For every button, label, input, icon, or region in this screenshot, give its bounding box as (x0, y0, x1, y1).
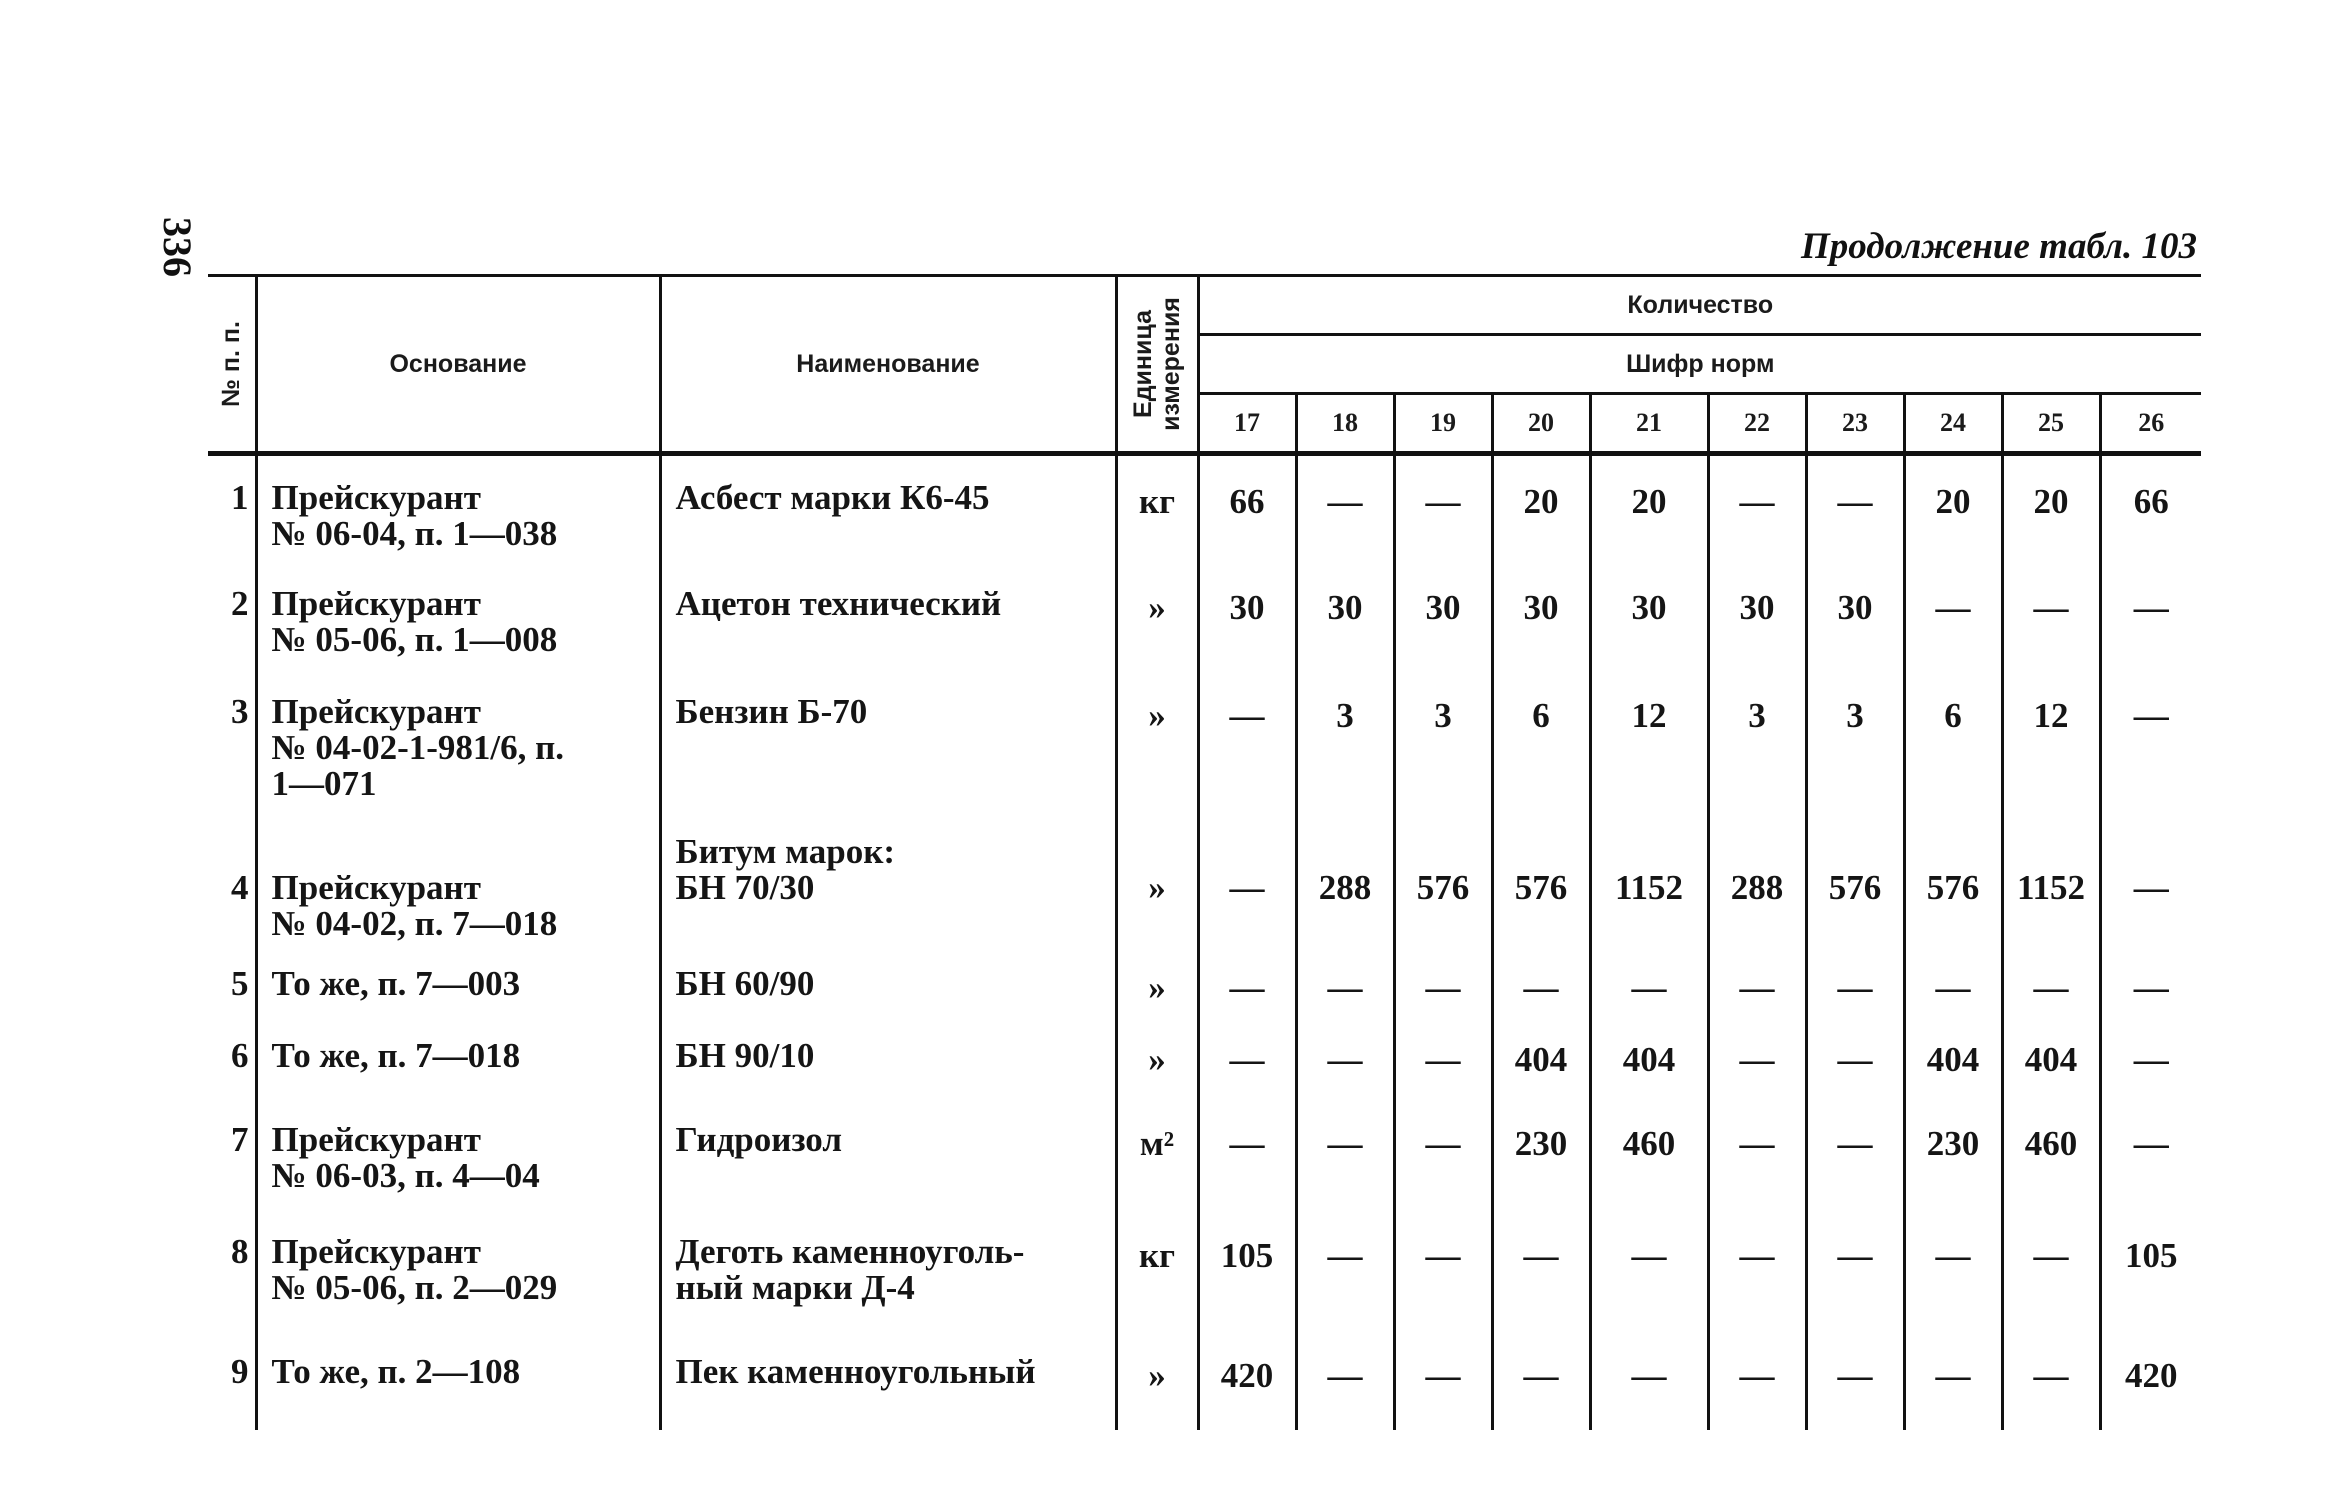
table-row (208, 1210, 2201, 1330)
norm-code-26: 26 (2138, 408, 2165, 437)
row-number: 8 (208, 1210, 256, 1330)
quantity-cell-20: — (1492, 942, 1590, 1014)
quantity-cell-23: — (1806, 1098, 1904, 1210)
table-row (208, 562, 2201, 670)
quantity-cell-21: — (1590, 1330, 1708, 1430)
quantity-cell-24: 6 (1904, 670, 2002, 810)
row-basis: Прейскурант № 06-03, п. 4—04 (256, 1098, 660, 1210)
row-unit: » (1116, 562, 1198, 670)
row-basis: То же, п. 7—003 (256, 942, 660, 1014)
quantity-cell-23: — (1806, 454, 1904, 562)
quantity-cell-26: — (2133, 587, 2169, 627)
norm-code-18: 18 (1296, 394, 1394, 454)
quantity-cell-22: — (1708, 1330, 1806, 1430)
table-row (208, 670, 2201, 810)
row-basis: Прейскурант № 04-02-1-981/6, п. 1—071 (256, 670, 660, 810)
row-unit: кг (1116, 454, 1198, 562)
quantity-cell-19: — (1394, 1098, 1492, 1210)
quantity-cell-20: — (1492, 1330, 1590, 1430)
row-name: Пек каменноугольный (660, 1330, 1116, 1430)
quantity-cell-24: — (1904, 1210, 2002, 1330)
quantity-cell-18: — (1296, 942, 1394, 1014)
row-number: 1 (208, 454, 256, 562)
row-number: 9 (208, 1330, 256, 1430)
quantity-cell-25: — (2002, 1330, 2100, 1430)
quantity-cell-23: — (1806, 1330, 1904, 1430)
norm-code-23: 23 (1806, 394, 1904, 454)
table-row (208, 454, 2201, 562)
table-row (208, 1098, 2201, 1210)
quantity-cell-23: — (1806, 1014, 1904, 1098)
row-number: 5 (208, 942, 256, 1014)
quantity-cell-17: 30 (1198, 562, 1296, 670)
row-name: БН 90/10 (660, 1014, 1116, 1098)
quantity-cell-17: 420 (1198, 1330, 1296, 1430)
quantity-cell-25: 1152 (2002, 810, 2100, 942)
header-quantity: Количество (1198, 276, 2201, 335)
quantity-cell-26: — (2133, 967, 2169, 1007)
quantity-cell-18: — (1296, 454, 1394, 562)
quantity-cell-20: 20 (1492, 454, 1590, 562)
quantity-cell-25: — (2002, 942, 2100, 1014)
row-number: 2 (208, 562, 256, 670)
header-basis: Основание (256, 276, 660, 454)
row-unit: » (1116, 670, 1198, 810)
table-body (208, 454, 2201, 1430)
quantity-cell-22: 288 (1708, 810, 1806, 942)
quantity-cell-21: 460 (1590, 1098, 1708, 1210)
quantity-cell-24: 404 (1904, 1014, 2002, 1098)
quantity-cell-18: 288 (1296, 810, 1394, 942)
quantity-cell-26: 66 (2133, 482, 2169, 521)
row-unit: » (1116, 1014, 1198, 1098)
quantity-cell-19: 3 (1394, 670, 1492, 810)
quantity-cell-21: 1152 (1590, 810, 1708, 942)
quantity-cell-18: — (1296, 1098, 1394, 1210)
quantity-cell-26: — (2133, 695, 2169, 735)
norm-code-24: 24 (1904, 394, 2002, 454)
quantity-cell-23: — (1806, 942, 1904, 1014)
quantity-cell-18: — (1296, 1014, 1394, 1098)
row-name: Ацетон технический (660, 562, 1116, 670)
header-unit (1116, 276, 1198, 454)
quantity-cell-17: — (1198, 810, 1296, 942)
row-name: БН 60/90 (660, 942, 1116, 1014)
quantity-cell-21: 12 (1590, 670, 1708, 810)
quantity-cell-17: 105 (1198, 1210, 1296, 1330)
header-row-number-text: № п. п. (217, 321, 246, 407)
quantity-cell-19: — (1394, 454, 1492, 562)
quantity-cell-23: — (1806, 1210, 1904, 1330)
row-name: Битум марок: БН 70/30 (660, 810, 1116, 942)
quantity-cell-19: — (1394, 1330, 1492, 1430)
row-number: 7 (208, 1098, 256, 1210)
quantity-cell-19: — (1394, 942, 1492, 1014)
row-number: 3 (208, 670, 256, 810)
quantity-cell-23: 576 (1806, 810, 1904, 942)
quantity-cell-25: 404 (2002, 1014, 2100, 1098)
quantity-cell-19: — (1394, 1210, 1492, 1330)
quantity-cell-17: — (1198, 670, 1296, 810)
quantity-cell-25: 12 (2002, 670, 2100, 810)
quantity-cell-18: 30 (1296, 562, 1394, 670)
quantity-cell-18: — (1296, 1210, 1394, 1330)
row-name: Асбест марки К6-45 (660, 454, 1116, 562)
quantity-cell-21: 20 (1590, 454, 1708, 562)
header-unit-text: Единица измерения (1129, 297, 1185, 431)
quantity-cell-22: 3 (1708, 670, 1806, 810)
row-basis: Прейскурант № 05-06, п. 2—029 (256, 1210, 660, 1330)
norm-code-21: 21 (1590, 394, 1708, 454)
quantity-cell-17: — (1198, 1098, 1296, 1210)
quantity-cell-26: 105 (2125, 1235, 2178, 1275)
quantity-cell-19: 30 (1394, 562, 1492, 670)
quantity-cell-22: — (1708, 454, 1806, 562)
quantity-cell-25: 460 (2002, 1098, 2100, 1210)
quantity-cell-23: 30 (1806, 562, 1904, 670)
quantity-cell-24: — (1904, 942, 2002, 1014)
header-name: Наименование (660, 276, 1116, 454)
row-name: Бензин Б-70 (660, 670, 1116, 810)
quantity-cell-18: — (1296, 1330, 1394, 1430)
row-unit: » (1116, 1330, 1198, 1430)
row-unit: м² (1116, 1098, 1198, 1210)
row-basis: Прейскурант № 05-06, п. 1—008 (256, 562, 660, 670)
quantity-cell-20: 404 (1492, 1014, 1590, 1098)
quantity-cell-23: 3 (1806, 670, 1904, 810)
quantity-cell-20: 230 (1492, 1098, 1590, 1210)
header-row-number (208, 276, 256, 454)
norm-code-20: 20 (1492, 394, 1590, 454)
header-norm-codes: Шифр норм (1198, 335, 2201, 394)
quantity-cell-25: 20 (2002, 454, 2100, 562)
quantity-cell-26: — (2133, 1039, 2169, 1079)
row-number: 6 (208, 1014, 256, 1098)
quantity-cell-21: 30 (1590, 562, 1708, 670)
quantity-cell-19: — (1394, 1014, 1492, 1098)
table-row (208, 942, 2201, 1014)
quantity-cell-22: — (1708, 1014, 1806, 1098)
row-unit: » (1116, 942, 1198, 1014)
quantity-cell-18: 3 (1296, 670, 1394, 810)
quantity-cell-19: 576 (1394, 810, 1492, 942)
quantity-cell-24: 576 (1904, 810, 2002, 942)
table-row (208, 1014, 2201, 1098)
norm-code-22: 22 (1708, 394, 1806, 454)
page-number: 336 (155, 217, 200, 277)
table-row (208, 1330, 2201, 1430)
row-name: Гидроизол (660, 1098, 1116, 1210)
row-basis: То же, п. 2—108 (256, 1330, 660, 1430)
quantity-cell-22: — (1708, 1098, 1806, 1210)
quantity-cell-17: — (1198, 1014, 1296, 1098)
quantity-cell-22: — (1708, 1210, 1806, 1330)
quantity-cell-26: — (2133, 1123, 2169, 1163)
quantity-cell-17: 66 (1198, 454, 1296, 562)
quantity-cell-26: — (2133, 867, 2169, 907)
quantity-cell-25: — (2002, 562, 2100, 670)
quantity-cell-20: — (1492, 1210, 1590, 1330)
quantity-cell-21: 404 (1590, 1014, 1708, 1098)
quantity-cell-21: — (1590, 1210, 1708, 1330)
norm-code-25: 25 (2002, 394, 2100, 454)
norm-code-17: 17 (1198, 394, 1296, 454)
row-basis: Прейскурант № 04-02, п. 7—018 (256, 810, 660, 942)
row-name: Деготь каменноуголь- ный марки Д-4 (660, 1210, 1116, 1330)
row-unit: кг (1116, 1210, 1198, 1330)
quantity-cell-25: — (2002, 1210, 2100, 1330)
table-continuation-caption: Продолжение табл. 103 (1801, 226, 2197, 267)
norm-code-19: 19 (1394, 394, 1492, 454)
row-basis: То же, п. 7—018 (256, 1014, 660, 1098)
table-row (208, 810, 2201, 942)
quantity-cell-20: 30 (1492, 562, 1590, 670)
quantity-cell-21: — (1590, 942, 1708, 1014)
row-basis: Прейскурант № 06-04, п. 1—038 (256, 454, 660, 562)
quantity-cell-20: 576 (1492, 810, 1590, 942)
row-number: 4 (208, 810, 256, 942)
table-header (208, 276, 2201, 454)
quantity-cell-24: 230 (1904, 1098, 2002, 1210)
quantity-cell-24: 20 (1904, 454, 2002, 562)
quantity-cell-20: 6 (1492, 670, 1590, 810)
materials-table (208, 274, 2201, 1430)
quantity-cell-22: — (1708, 942, 1806, 1014)
row-unit: » (1116, 810, 1198, 942)
quantity-cell-24: — (1904, 562, 2002, 670)
quantity-cell-22: 30 (1708, 562, 1806, 670)
quantity-cell-17: — (1198, 942, 1296, 1014)
materials-table-container (208, 274, 2201, 1430)
quantity-cell-24: — (1904, 1330, 2002, 1430)
quantity-cell-26: 420 (2125, 1355, 2178, 1395)
